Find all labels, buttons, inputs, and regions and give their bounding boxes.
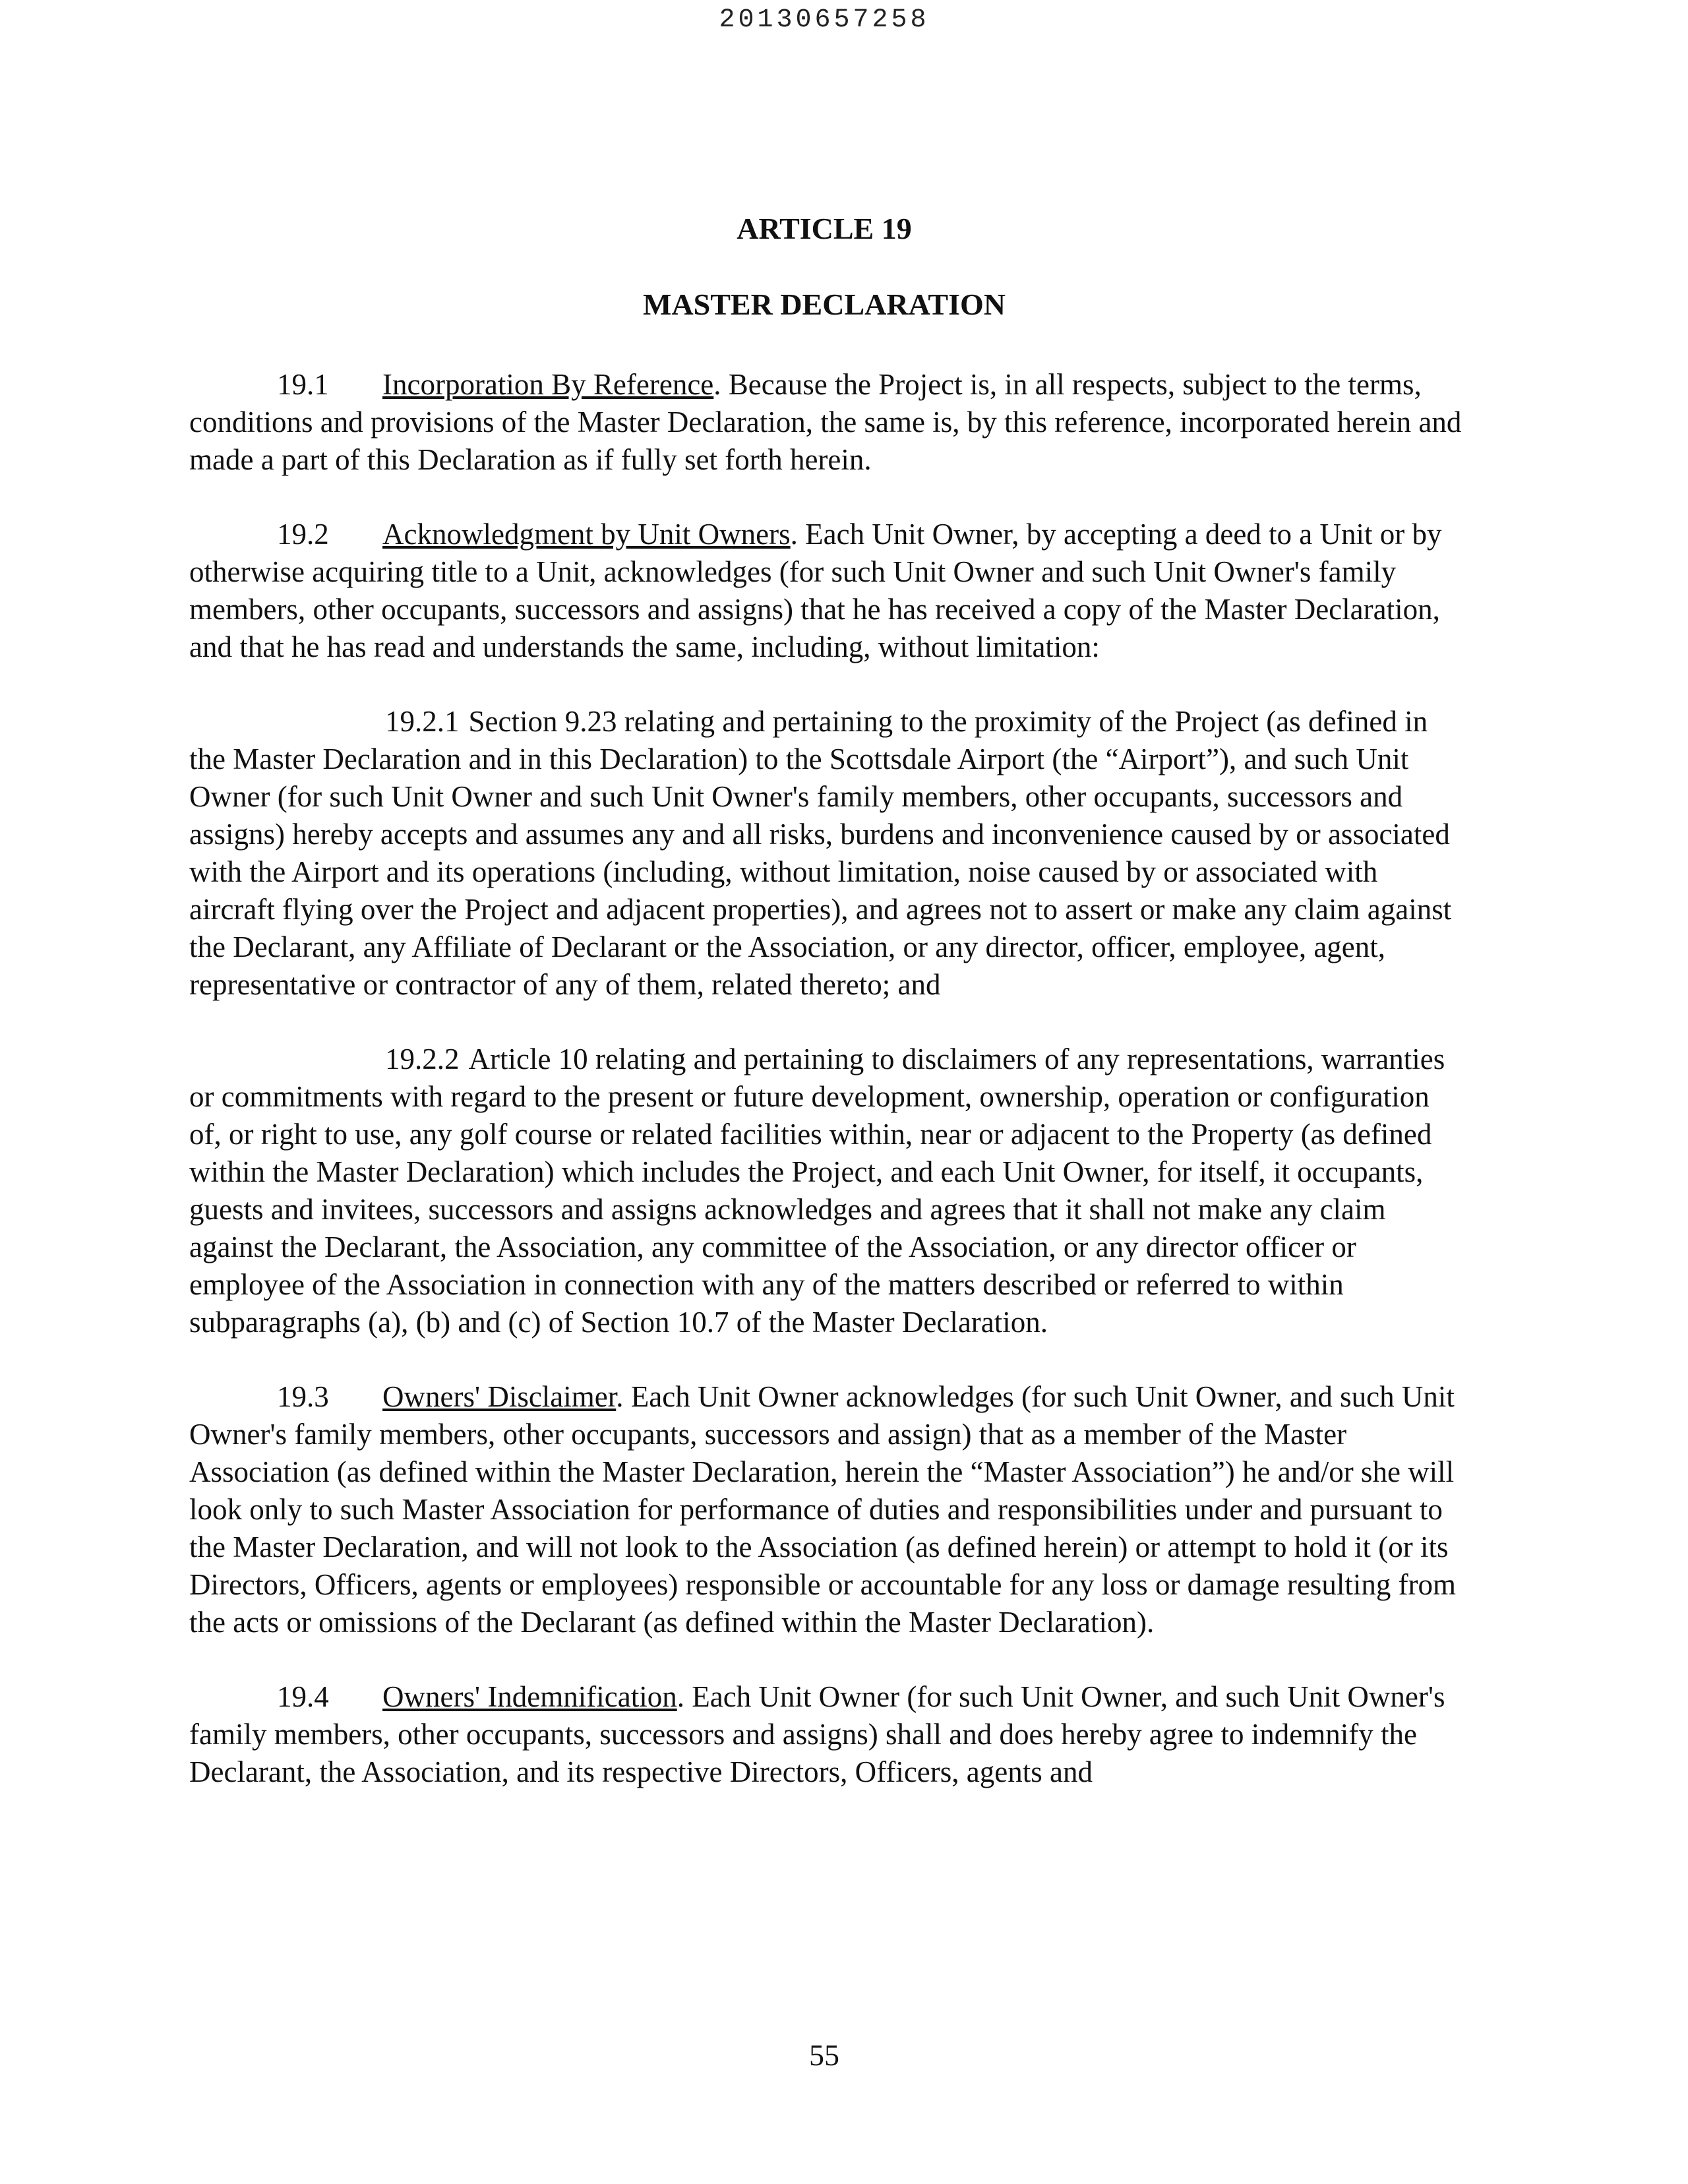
document-number: 20130657258 — [719, 5, 930, 35]
section-caption: Incorporation By Reference — [382, 368, 714, 401]
page-number: 55 — [809, 2038, 839, 2072]
section-number: 19.1 — [277, 368, 329, 401]
section-text: . Each Unit Owner acknowledges (for such Unit Owner, and such Unit Owner's family members, other occupants, successors and assign) that as a member of the Master Association (as defined within the Master Declaration, herein the “Master Association”) he and/or she will look only to such Master Association for performance of duties and responsibilities under and pursuant to the Master Declaration, and will not look to the Association (as defined herein) or attempt to hold it (or its Directors, Officers, agents or employees) responsible or accountable for any loss or damage resulting from the acts or omissions of the Declarant (as defined within the Master Declaration). — [189, 1380, 1457, 1639]
section-19-3 — [189, 1378, 1462, 1641]
section-text: . Because the Project is, in all respects, subject to the terms, conditions and provisions of the Master Declaration, the same is, by this reference, incorporated herein and made a part of this Declaration as if fully set forth herein. — [189, 368, 1462, 476]
section-number: 19.3 — [277, 1380, 329, 1413]
section-19-2 — [189, 516, 1462, 666]
section-19-4 — [189, 1678, 1462, 1791]
section-19-2-2 — [189, 1041, 1462, 1341]
section-caption: Owners' Indemnification — [382, 1680, 677, 1713]
document-body — [189, 366, 1462, 1828]
section-number: 19.2.2 — [385, 1043, 460, 1076]
article-title: ARTICLE 19 — [737, 212, 912, 245]
article-subtitle: MASTER DECLARATION — [643, 288, 1006, 321]
section-number: 19.4 — [277, 1680, 329, 1713]
section-number: 19.2.1 — [385, 705, 460, 738]
section-19-2-1 — [189, 703, 1462, 1004]
section-text: Article 10 relating and pertaining to disclaimers of any representations, warranties or commitments with regard to the present or future development, ownership, operation or configuration of, or right to use, any golf course or related facilities within, near or adjacent to the Property (as defined within the Master Declaration) which includes the Project, and each Unit Owner, for itself, it occupants, guests and invitees, successors and assigns acknowledges and agrees that it shall not make any claim against the Declarant, the Association, any committee of the Association, or any director officer or employee of the Association in connection with any of the matters described or referred to within subparagraphs (a), (b) and (c) of Section 10.7 of the Master Declaration. — [189, 1043, 1445, 1339]
section-19-1 — [189, 366, 1462, 479]
section-text: . Each Unit Owner, by accepting a deed to a Unit or by otherwise acquiring title to a Unit, acknowledges (for such Unit Owner and such Unit Owner's family members, other occupants, successors and assigns) that he has received a copy of the Master Declaration, and that he has read and understands the same, including, without limitation: — [189, 518, 1442, 663]
section-text: Section 9.23 relating and pertaining to the proximity of the Project (as defined in the Master Declaration and in this Declaration) to the Scottsdale Airport (the “Airport”), and such Unit Owner (for such Unit Owner and such Unit Owner's family members, other occupants, successors and assigns) hereby accepts and assumes any and all risks, burdens and inconvenience caused by or associated with the Airport and its operations (including, without limitation, noise caused by or associated with aircraft flying over the Project and adjacent properties), and agrees not to assert or make any claim against the Declarant, any Affiliate of Declarant or the Association, or any director, officer, employee, agent, representative or contractor of any of them, related thereto; and — [189, 705, 1452, 1001]
section-number: 19.2 — [277, 518, 329, 551]
section-caption: Acknowledgment by Unit Owners — [382, 518, 791, 551]
section-text: . Each Unit Owner (for such Unit Owner, and such Unit Owner's family members, other occupants, successors and assigns) shall and does hereby agree to indemnify the Declarant, the Association, and its respective Directors, Officers, agents and — [189, 1680, 1445, 1788]
section-caption: Owners' Disclaimer — [382, 1380, 617, 1413]
